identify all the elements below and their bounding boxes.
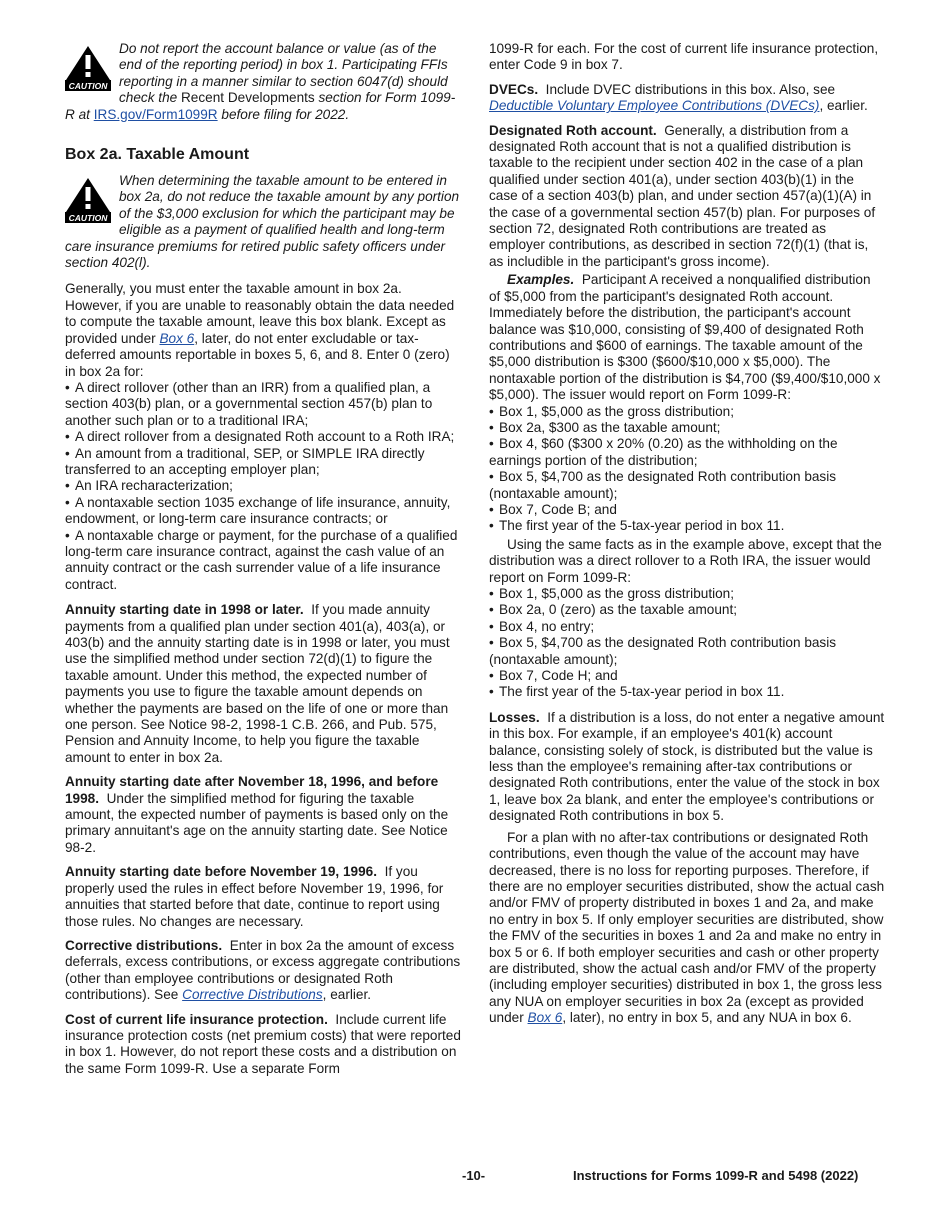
- list-item: • Box 2a, $300 as the taxable amount;: [489, 420, 885, 436]
- cost-life-insurance-paragraph: Cost of current life insurance protection. Include current life insurance protection costs (net premium costs) that were reported in box 1. However, do not report these costs and a distribution on the same Form 1099-R. Use a separate Form: [65, 1011, 461, 1076]
- page-number: -10-: [462, 1168, 486, 1183]
- list-item: • Box 1, $5,000 as the gross distribution;: [489, 404, 885, 420]
- list-item: • Box 5, $4,700 as the designated Roth contribution basis (nontaxable amount);: [489, 635, 885, 668]
- irs-form1099r-link[interactable]: IRS.gov/Form1099R: [93, 106, 218, 122]
- corrective-distributions-link[interactable]: Corrective Distributions: [182, 987, 323, 1003]
- list-item: • A direct rollover (other than an IRR) from a qualified plan, a section 403(b) plan, or a governmental section 457(b) plan to another such plan or to a traditional IRA;: [65, 380, 461, 429]
- list-item: • Box 7, Code B; and: [489, 502, 885, 518]
- list-item: • A nontaxable charge or payment, for the purchase of a qualified long-term care insurance contract, against the cash value of an annuity contract or the cash surrender value of a life insurance contract.: [65, 528, 461, 594]
- footer-title: Instructions for Forms 1099-R and 5498 (2022): [573, 1168, 859, 1183]
- list-item: • An IRA recharacterization;: [65, 478, 461, 494]
- list-item: • Box 2a, 0 (zero) as the taxable amount;: [489, 602, 885, 618]
- box6-link[interactable]: Box 6: [159, 330, 195, 346]
- right-column: [489, 41, 885, 1035]
- list-item: • A direct rollover from a designated Roth account to a Roth IRA;: [65, 429, 461, 445]
- caution-note-exclusion: CAUTION When determining the taxable amount to be entered in box 2a, do not reduce the taxable amount by any portion of the $3,000 exclusion for which the participant may be eligible as a payment of qualified health and long-term care insurance premiums for retired public safety officers under section 402(l).: [65, 173, 460, 271]
- list-item: • An amount from a traditional, SEP, or SIMPLE IRA directly transferred to an accepting employer plan;: [65, 446, 461, 479]
- same-facts-paragraph: Using the same facts as in the example above, except that the distribution was a direct rollover to a Roth IRA, the issuer would report on Form 1099-R:: [489, 536, 882, 585]
- list-item: • The first year of the 5-tax-year period in box 11.: [489, 518, 885, 534]
- annuity-after-1996-paragraph: Annuity starting date after November 18, 1996, and before 1998. Under the simplified method for figuring the taxable amount, the expected number of payments is based only on the primary annuitant's age on the annuity starting date. See Notice 98-2.: [65, 774, 449, 855]
- list-item: • Box 4, no entry;: [489, 619, 885, 635]
- caution-label: CAUTION: [68, 81, 108, 91]
- list-item: • Box 5, $4,700 as the designated Roth contribution basis (nontaxable amount);: [489, 469, 885, 502]
- examples-paragraph: Examples. Participant A received a nonqualified distribution of $5,000 from the participant's designated Roth account. Immediately before the distribution, the participant's account balance was $10,000, consisting of $9,400 of designated Roth contributions and $600 of earnings. The taxable amount of the $5,000 distribution is $300 ($600/$10,000 x $5,000). The nontaxable portion of the distribution is $4,700 ($9,400/$10,000 x $5,000). The issuer would report on Form 1099-R:: [489, 272, 881, 403]
- list-item: • A nontaxable section 1035 exchange of life insurance, annuity, endowment, or long-term care insurance contracts; or: [65, 495, 461, 528]
- dvecs-link[interactable]: Deductible Voluntary Employee Contributions (DVECs): [489, 98, 820, 114]
- dvecs-paragraph: DVECs. Include DVEC distributions in this box. Also, see Deductible Voluntary Employee Contributions (DVECs), earlier.: [489, 81, 868, 114]
- corrective-distributions-paragraph: Corrective distributions. Enter in box 2a the amount of excess deferrals, excess contributions, or excess aggregate contributions (other than employee contributions or designated Roth contributions). See Corrective Distributions, earlier.: [65, 937, 461, 1003]
- caution-icon: [65, 177, 111, 223]
- list-item: • Box 1, $5,000 as the gross distribution;: [489, 586, 885, 602]
- losses-paragraph: Losses. If a distribution is a loss, do not enter a negative amount in this box. For example, if an employee's 401(k) account balance, consisting solely of stock, is distributed but the value is less than the employee's remaining after-tax contributions or designated Roth contributions, enter the value of the stock in box 1, leave box 2a blank, and enter the employee's contributions or designated Roth contributions in box 5.: [489, 709, 885, 824]
- designated-roth-paragraph: Designated Roth account. Generally, a distribution from a designated Roth account that is not a qualified distribution is taxable to the recipient under section 402 in the case of a plan qualified under section 401(a), under section 403(b)(1) in the case of a section 403(b) plan, and under section 457(a)(1)(A) in the case of a governmental section 457(b) plan. For purposes of section 72, designated Roth contributions are treated as employer contributions, as described in section 72(f)(1) (that is, as includible in the participant's gross income).: [489, 122, 876, 269]
- list-item: • Box 4, $60 ($300 x 20% (0.20) as the withholding on the earnings portion of the distribution;: [489, 436, 885, 469]
- plan-no-after-tax-paragraph: For a plan with no after-tax contributions or designated Roth contributions, even though the value of the account may have decreased, there is no loss for reporting purposes. Therefore, if there are no employer securities distributed, show the actual cash and/or FMV of property distributed in boxes 1 and 2a, and make no entry in box 5. If only employer securities are distributed, show the FMV of the securities in boxes 1 and 2a and make no entry in box 5 or 6. If both employer securities and cash or other property are distributed, show the actual cash and/or FMV of the property (including employer securities) distributed in box 1, the gross less any NUA on employer securities in box 2a (except as provided under Box 6, later), no entry in box 5, and any NUA in box 6.: [489, 829, 885, 1026]
- list-item: • Box 7, Code H; and: [489, 668, 885, 684]
- list-item: • The first year of the 5-tax-year period in box 11.: [489, 684, 885, 700]
- caution-note-ffi: CAUTION Do not report the account balance or value (as of the end of the reporting period) in box 1. Participating FFIs reporting in a manner similar to section 6047(d) should check the Recent Developments section for Form 1099-R at IRS.gov/Form1099R before filing for 2022.: [65, 41, 456, 122]
- cost-life-continued: 1099-R for each. For the cost of current life insurance protection, enter Code 9 in box 7.: [489, 41, 879, 73]
- section-heading-box2a: Box 2a. Taxable Amount: [65, 146, 250, 164]
- caution-label: CAUTION: [68, 213, 108, 224]
- general-paragraph: Generally, you must enter the taxable amount in box 2a. However, if you are unable to reasonably obtain the data needed to compute the taxable amount, leave this box blank. Except as provided under Box 6, later, do not enter excludable or tax-deferred amounts reportable in boxes 5, 6, and 8. Enter 0 (zero) in box 2a for:: [65, 281, 455, 379]
- annuity-before-1996-paragraph: Annuity starting date before November 19, 1996. If you properly used the rules in effect before November 19, 1996, for annuities that started before that date, continue to report using those rules. No changes are necessary.: [65, 864, 444, 929]
- annuity-1998-paragraph: Annuity starting date in 1998 or later. If you made annuity payments from a qualified plan under section 401(a), 403(a), or 403(b) and the annuity starting date is in 1998 or later, you must use the simplified method under section 72(d)(1) to figure the taxable amount. Under this method, the expected number of payments you use to figure the taxable amount depends on whether the payments are based on the life of one or more than one person. See Notice 98-2, 1998-1 C.B. 266, and Pub. 575, Pension and Annuity Income, to help you figure the taxable amount to enter in box 2a.: [65, 602, 450, 765]
- caution-icon: [65, 45, 111, 91]
- box6-link[interactable]: Box 6: [527, 1010, 563, 1026]
- left-column: [65, 41, 461, 1085]
